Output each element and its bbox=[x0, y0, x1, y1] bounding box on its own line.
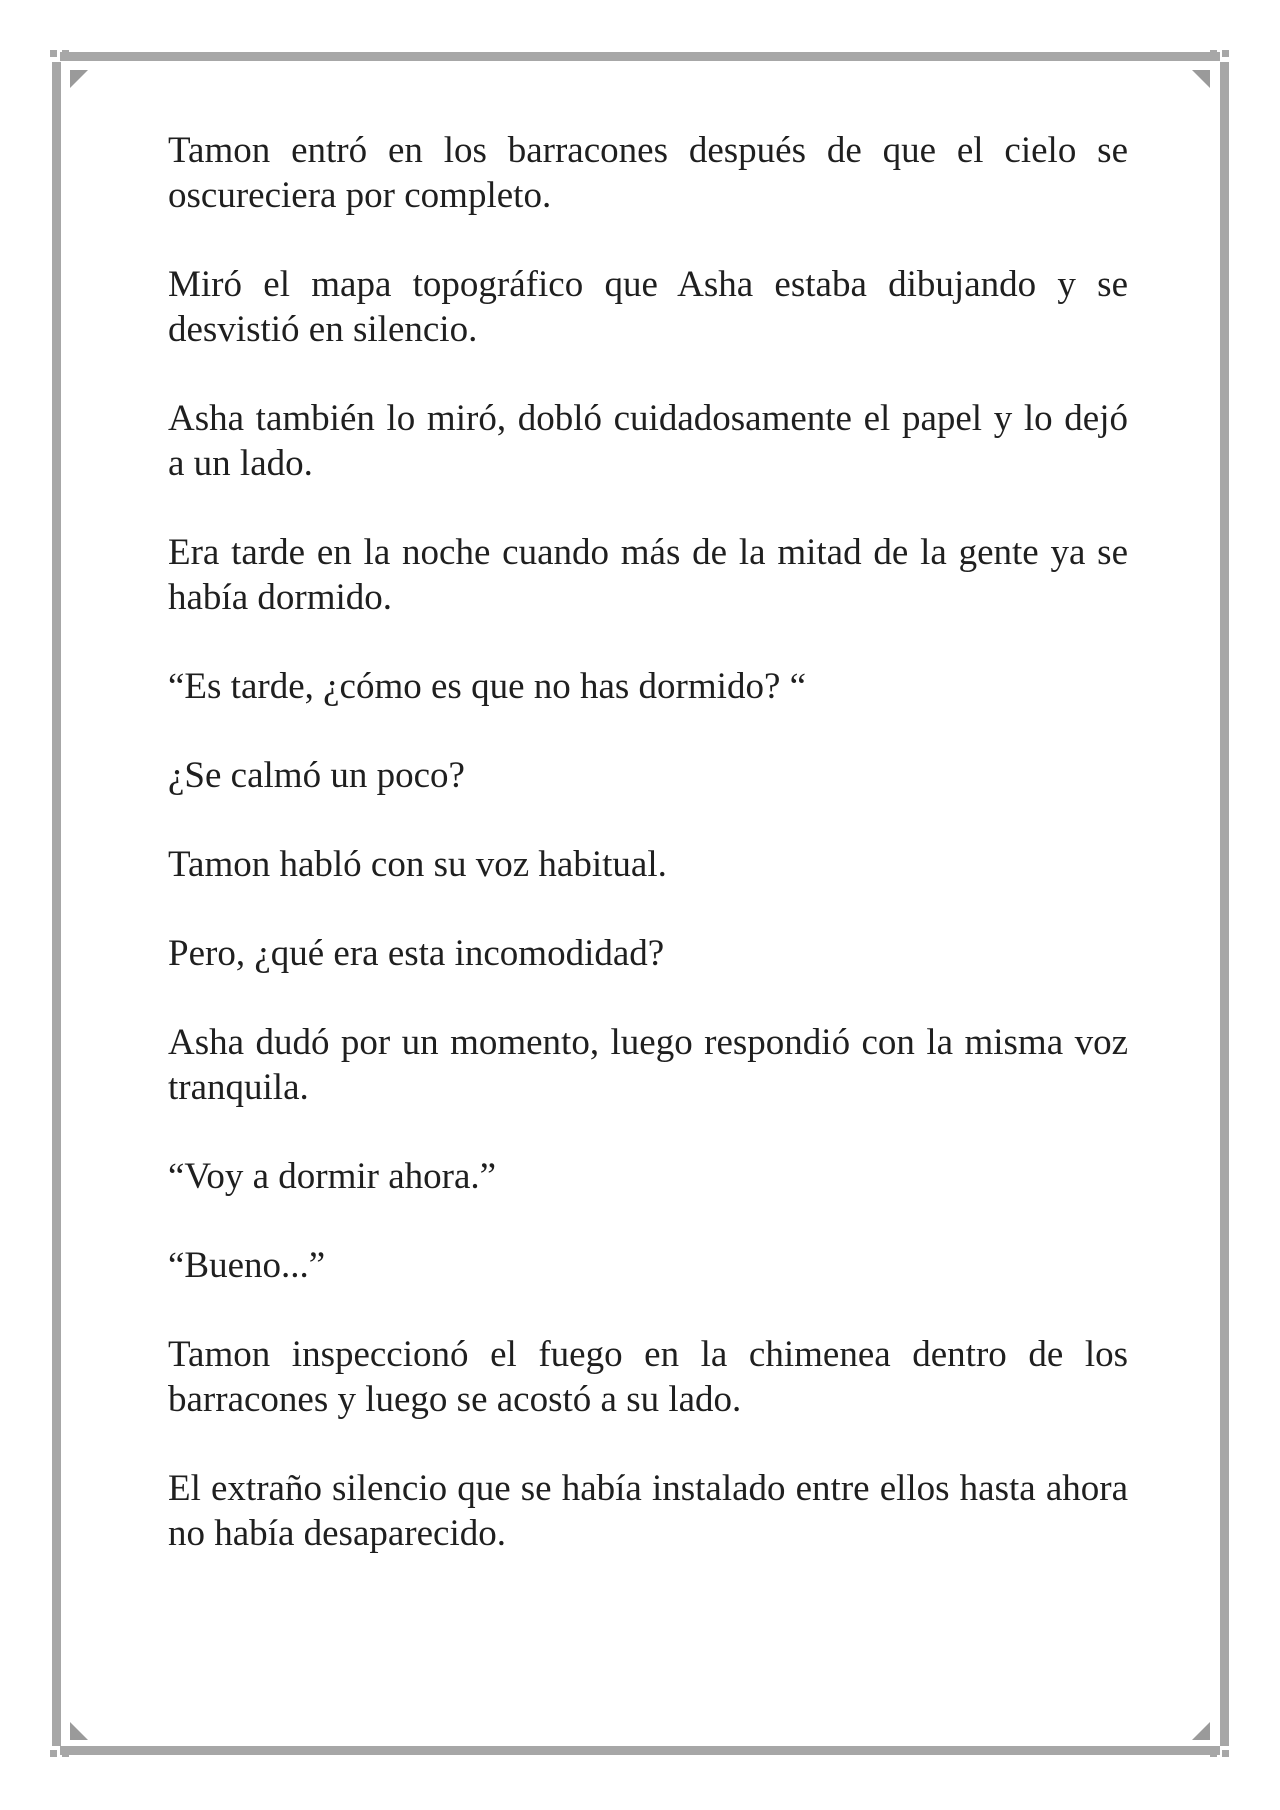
frame-bottom-border bbox=[60, 1746, 1220, 1755]
paragraph: Asha dudó por un momento, luego respondió con la misma voz tranquila. bbox=[168, 1022, 1128, 1108]
paragraph: Tamon entró en los barracones después de que el cielo se oscureciera por completo. bbox=[168, 130, 1128, 216]
corner-triangle-top-left-icon bbox=[70, 70, 88, 88]
paragraph: Tamon habló con su voz habitual. bbox=[168, 844, 667, 885]
paragraph: Pero, ¿qué era esta incomodidad? bbox=[168, 933, 665, 974]
frame-top-border bbox=[60, 52, 1220, 61]
paragraph: Asha también lo miró, dobló cuidadosamente el papel y lo dejó a un lado. bbox=[168, 398, 1128, 484]
corner-square-bottom-right-outer bbox=[1222, 1750, 1229, 1757]
corner-square-bottom-left-inner bbox=[62, 1750, 69, 1757]
paragraph: Era tarde en la noche cuando más de la mitad de la gente ya se había dormido. bbox=[168, 532, 1128, 618]
paragraph: ¿Se calmó un poco? bbox=[168, 755, 465, 796]
dialogue-line: “Voy a dormir ahora.” bbox=[168, 1156, 497, 1197]
corner-square-bottom-right-inner bbox=[1210, 1750, 1217, 1757]
corner-triangle-bottom-left-icon bbox=[70, 1722, 88, 1740]
corner-square-top-right-inner bbox=[1210, 50, 1217, 57]
corner-square-top-left-outer bbox=[50, 50, 57, 57]
corner-square-top-left-inner bbox=[62, 50, 69, 57]
corner-square-top-right-outer bbox=[1222, 50, 1229, 57]
paragraph: El extraño silencio que se había instalado entre ellos hasta ahora no había desaparecido. bbox=[168, 1468, 1128, 1554]
paragraph: Miró el mapa topográfico que Asha estaba dibujando y se desvistió en silencio. bbox=[168, 264, 1128, 350]
dialogue-line: “Es tarde, ¿cómo es que no has dormido? “ bbox=[168, 666, 807, 707]
page-body-text bbox=[168, 128, 1128, 1600]
corner-square-bottom-left-outer bbox=[50, 1750, 57, 1757]
paragraph: Tamon inspeccionó el fuego en la chimenea dentro de los barracones y luego se acostó a su lado. bbox=[168, 1334, 1128, 1420]
dialogue-line: “Bueno...” bbox=[168, 1245, 326, 1286]
corner-triangle-top-right-icon bbox=[1192, 70, 1210, 88]
frame-left-border bbox=[52, 62, 61, 1746]
frame-right-border bbox=[1220, 62, 1229, 1746]
corner-triangle-bottom-right-icon bbox=[1192, 1722, 1210, 1740]
